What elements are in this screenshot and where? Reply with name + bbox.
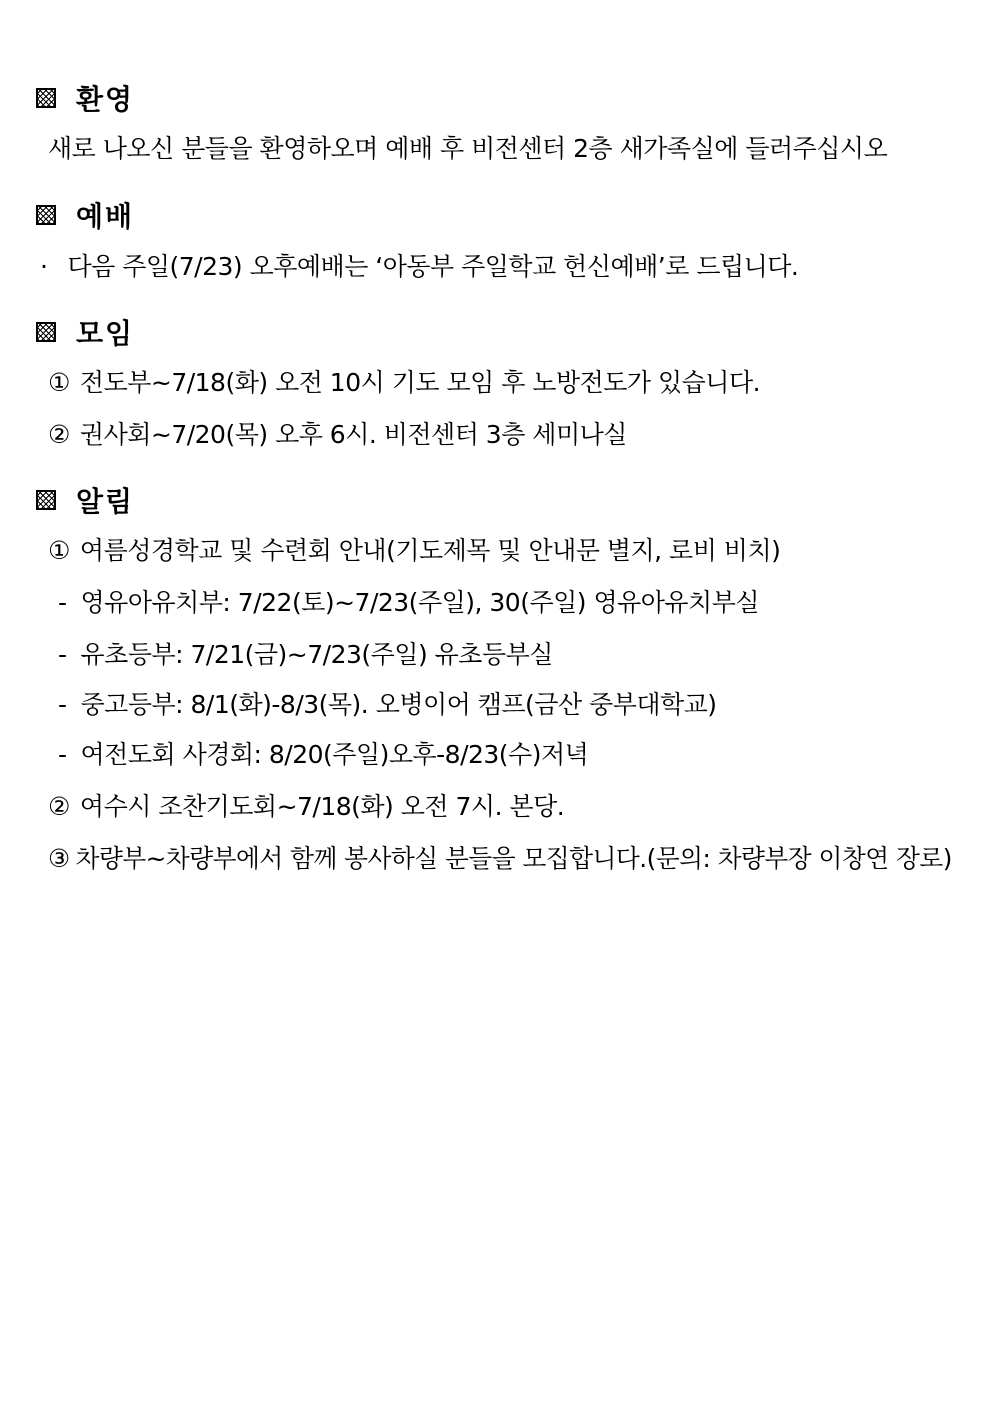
meeting-item xyxy=(48,418,627,452)
section-title: 환영 xyxy=(76,83,135,116)
welcome-text xyxy=(48,132,887,166)
line-text: 전도부~7/18(화) 오전 10시 기도 모임 후 노방전도가 있습니다. xyxy=(79,368,761,397)
notice-subitem xyxy=(58,586,759,620)
section-title: 예배 xyxy=(76,200,135,233)
line-text: 영유아유치부: 7/22(토)~7/23(주일), 30(주일) 영유아유치부실 xyxy=(80,588,760,617)
line-text: 권사회~7/20(목) 오후 6시. 비전센터 3층 세미나실 xyxy=(79,420,627,449)
number-marker: ① xyxy=(48,536,70,565)
section-title: 알림 xyxy=(76,485,135,518)
section-heading-welcome xyxy=(36,80,134,116)
worship-item xyxy=(40,250,798,284)
number-marker: ② xyxy=(48,420,70,449)
notice-subitem xyxy=(58,688,717,722)
line-text: 중고등부: 8/1(화)-8/3(목). 오병이어 캠프(금산 중부대학교) xyxy=(80,690,717,719)
notice-subitem xyxy=(58,638,553,672)
line-text: 여름성경학교 및 수련회 안내(기도제목 및 안내문 별지, 로비 비치) xyxy=(79,536,781,565)
line-text: 여수시 조찬기도회~7/18(화) 오전 7시. 본당. xyxy=(79,792,565,821)
line-text: 새로 나오신 분들을 환영하오며 예배 후 비전센터 2층 새가족실에 들러주십시오 xyxy=(48,134,888,163)
hatched-square-icon xyxy=(36,490,56,510)
dash-marker: - xyxy=(58,740,67,769)
number-marker: ① xyxy=(48,368,70,397)
number-marker: ③ xyxy=(48,844,70,873)
notice-item xyxy=(48,534,780,568)
section-heading-worship xyxy=(36,197,134,233)
hatched-square-icon xyxy=(36,88,56,108)
number-marker: ② xyxy=(48,792,70,821)
hatched-square-icon xyxy=(36,205,56,225)
section-heading-notices xyxy=(36,482,134,518)
dash-marker: - xyxy=(58,690,67,719)
bullet-marker: · xyxy=(40,252,48,281)
meeting-item xyxy=(48,366,760,400)
dash-marker: - xyxy=(58,640,67,669)
line-text: 여전도회 사경회: 8/20(주일)오후-8/23(수)저녁 xyxy=(80,740,589,769)
line-text: 차량부~차량부에서 함께 봉사하실 분들을 모집합니다.(문의: 차량부장 이창연 장로) xyxy=(75,844,952,873)
hatched-square-icon xyxy=(36,322,56,342)
section-heading-meetings xyxy=(36,314,134,350)
line-text: 유초등부: 7/21(금)~7/23(주일) 유초등부실 xyxy=(80,640,553,669)
notice-item xyxy=(48,790,564,824)
notice-item xyxy=(48,842,952,876)
dash-marker: - xyxy=(58,588,67,617)
section-title: 모임 xyxy=(76,317,135,350)
line-text: 다음 주일(7/23) 오후예배는 ‘아동부 주일학교 헌신예배’로 드립니다. xyxy=(67,252,799,281)
notice-subitem xyxy=(58,738,588,772)
